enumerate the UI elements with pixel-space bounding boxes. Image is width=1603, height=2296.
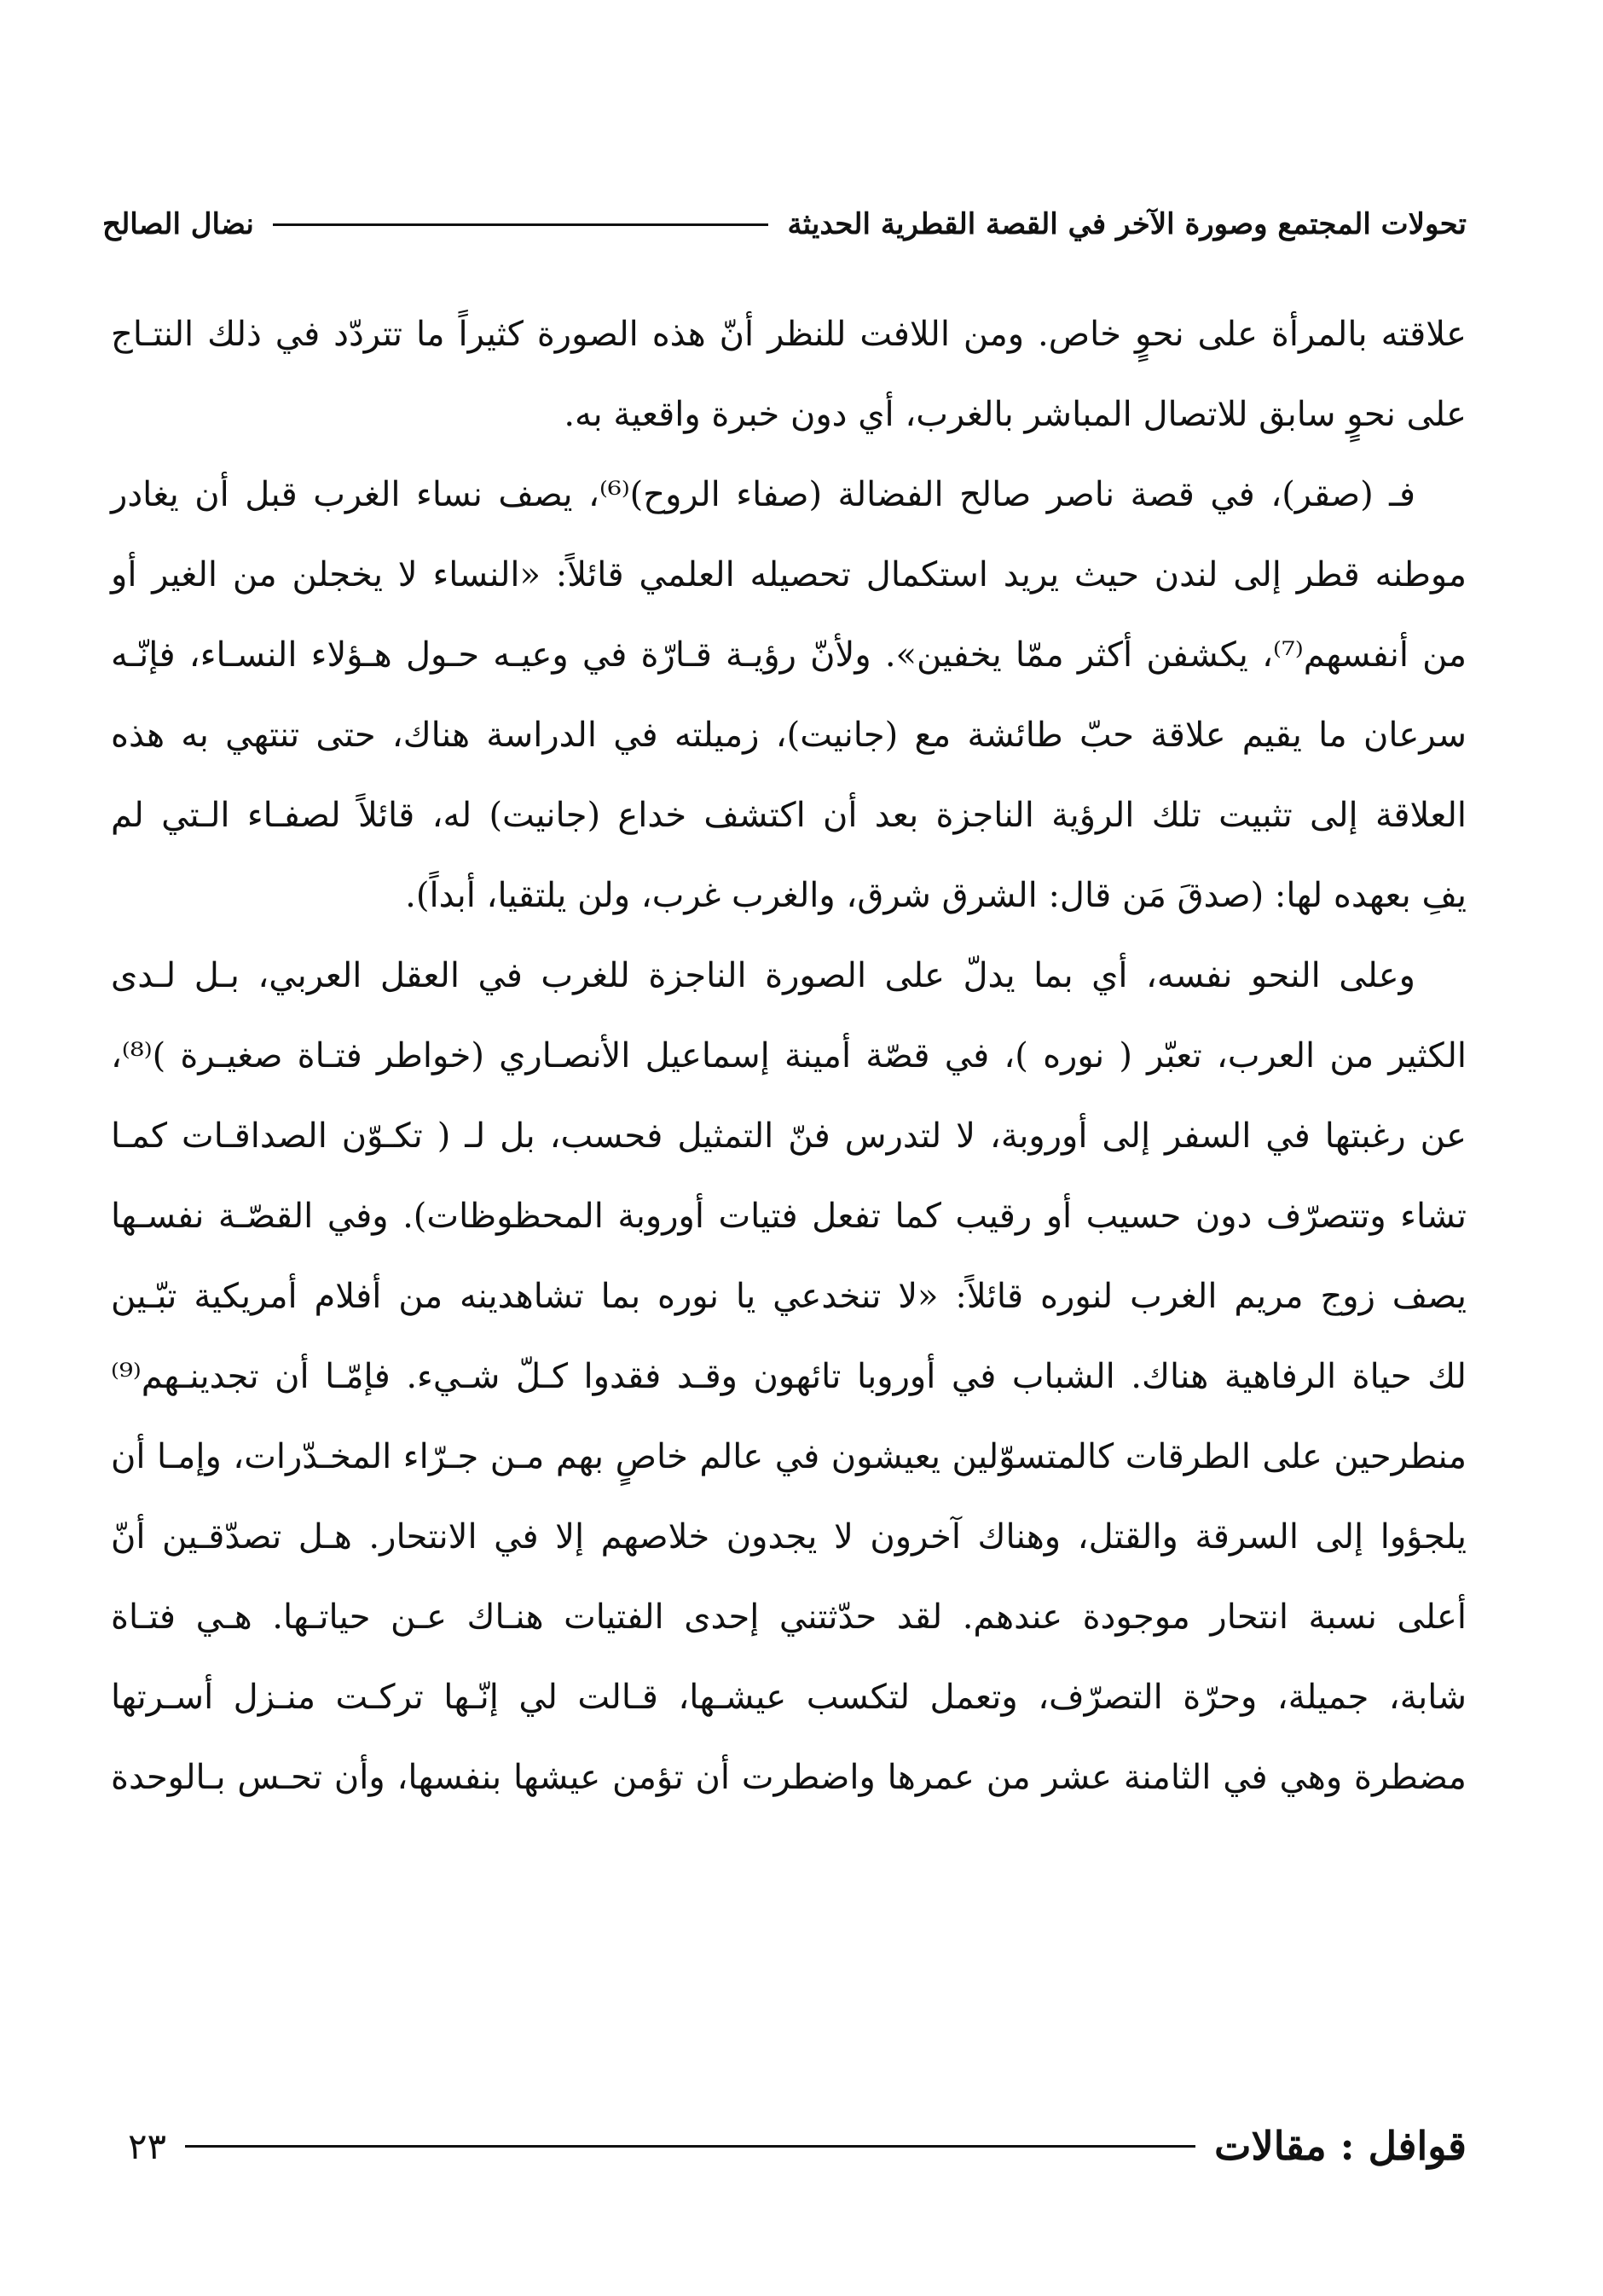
text-line: أعلى نسبة انتحار موجودة عندهم. لقد حدّثتني إحدى الفتيات هنـاك عـن حياتـها. هـي فتـاة <box>111 1597 1467 1637</box>
text-line: عن رغبتها في السفر إلى أوروبة، لا لتدرس فنّ التمثيل فحسب، بل لـ ( تكـوّن الصداقـات كمـا <box>111 1116 1467 1156</box>
text-line: علاقته بالمرأة على نحوٍ خاص. ومن اللافت للنظر أنّ هذه الصورة كثيراً ما تتردّد في ذلك النتـاج <box>111 315 1467 354</box>
text-line: منطرحين على الطرقات كالمتسوّلين يعيشون في عالم خاصٍ بهم مـن جـرّاء المخـدّرات، وإمـا أن <box>111 1437 1467 1476</box>
text-line: موطنه قطر إلى لندن حيث يريد استكمال تحصيله العلمي قائلاً: «النساء لا يخجلن من الغير أو <box>111 555 1467 594</box>
text-line: فـ (صقر)، في قصة ناصر صالح الفضالة (صفاء الروح)⁽⁶⁾، يصف نساء الغرب قبل أن يغادر <box>111 475 1416 514</box>
footer-journal: قوافل : مقالات <box>1214 2123 1467 2169</box>
text-line: العلاقة إلى تثبيت تلك الرؤية الناجزة بعد أن اكتشف خداع (جانيت) له، قائلاً لصفـاء الـتي لم <box>111 796 1467 835</box>
header-author: نضال الصالح <box>102 207 254 241</box>
text-line: من أنفسهم⁽⁷⁾، يكشفن أكثر ممّا يخفين». ولأنّ رؤيـة قـارّة في وعيـه حـول هـؤلاء النسـاء، فإنّـه <box>111 635 1467 675</box>
paragraph-1 <box>111 294 1467 455</box>
body-text <box>111 294 1467 1818</box>
text-line: يفِ بعهده لها: (صدقَ مَن قال: الشرق شرق، والغرب غرب، ولن يلتقيا، أبداً). <box>405 876 1467 915</box>
text-line: مضطرة وهي في الثامنة عشر من عمرها واضطرت أن تؤمن عيشها بنفسها، وأن تحـس بـالوحدة <box>111 1758 1467 1797</box>
text-line: شابة، جميلة، وحرّة التصرّف، وتعمل لتكسب عيشـها، قـالت لي إنّـها تركـت منـزل أسـرتها <box>111 1678 1467 1717</box>
running-header <box>102 194 1467 254</box>
text-line: تشاء وتتصرّف دون حسيب أو رقيب كما تفعل فتيات أوروبة المحظوظات). وفي القصّـة نفسـها <box>111 1197 1467 1236</box>
footer-rule <box>185 2145 1195 2148</box>
text-line: لك حياة الرفاهية هناك. الشباب في أوروبا تائهون وقـد فقدوا كـلّ شـيء. فإمّـا أن تجدينـهم⁽⁹⁾ <box>111 1357 1467 1396</box>
header-rule <box>273 223 769 226</box>
text-line: وعلى النحو نفسه، أي بما يدلّ على الصورة الناجزة للغرب في العقل العربي، بـل لـدى <box>111 956 1415 995</box>
text-line: يصف زوج مريم الغرب لنوره قائلاً: «لا تنخدعي يا نوره بما تشاهدينه من أفلام أمريكية تبّـين <box>111 1277 1467 1316</box>
text-line: سرعان ما يقيم علاقة حبّ طائشة مع (جانيت)، زميلته في الدراسة هناك، حتى تنتهي به هذه <box>111 716 1467 755</box>
paragraph-3 <box>111 936 1467 1818</box>
paragraph-2 <box>111 455 1467 936</box>
running-footer <box>128 2112 1467 2180</box>
page-number: ٢٣ <box>128 2125 167 2167</box>
text-line: يلجؤوا إلى السرقة والقتل، وهناك آخرون لا يجدون خلاصهم إلا في الانتحار. هـل تصدّقـين أنّ <box>111 1517 1467 1557</box>
text-line: على نحوٍ سابق للاتصال المباشر بالغرب، أي دون خبرة واقعية به. <box>564 395 1467 434</box>
text-line: الكثير من العرب، تعبّر ( نوره )، في قصّة أمينة إسماعيل الأنصـاري (خواطر فتـاة صغيـرة )⁽⁸⁾، <box>111 1036 1467 1076</box>
header-title: تحولات المجتمع وصورة الآخر في القصة القطرية الحديثة <box>787 207 1467 241</box>
